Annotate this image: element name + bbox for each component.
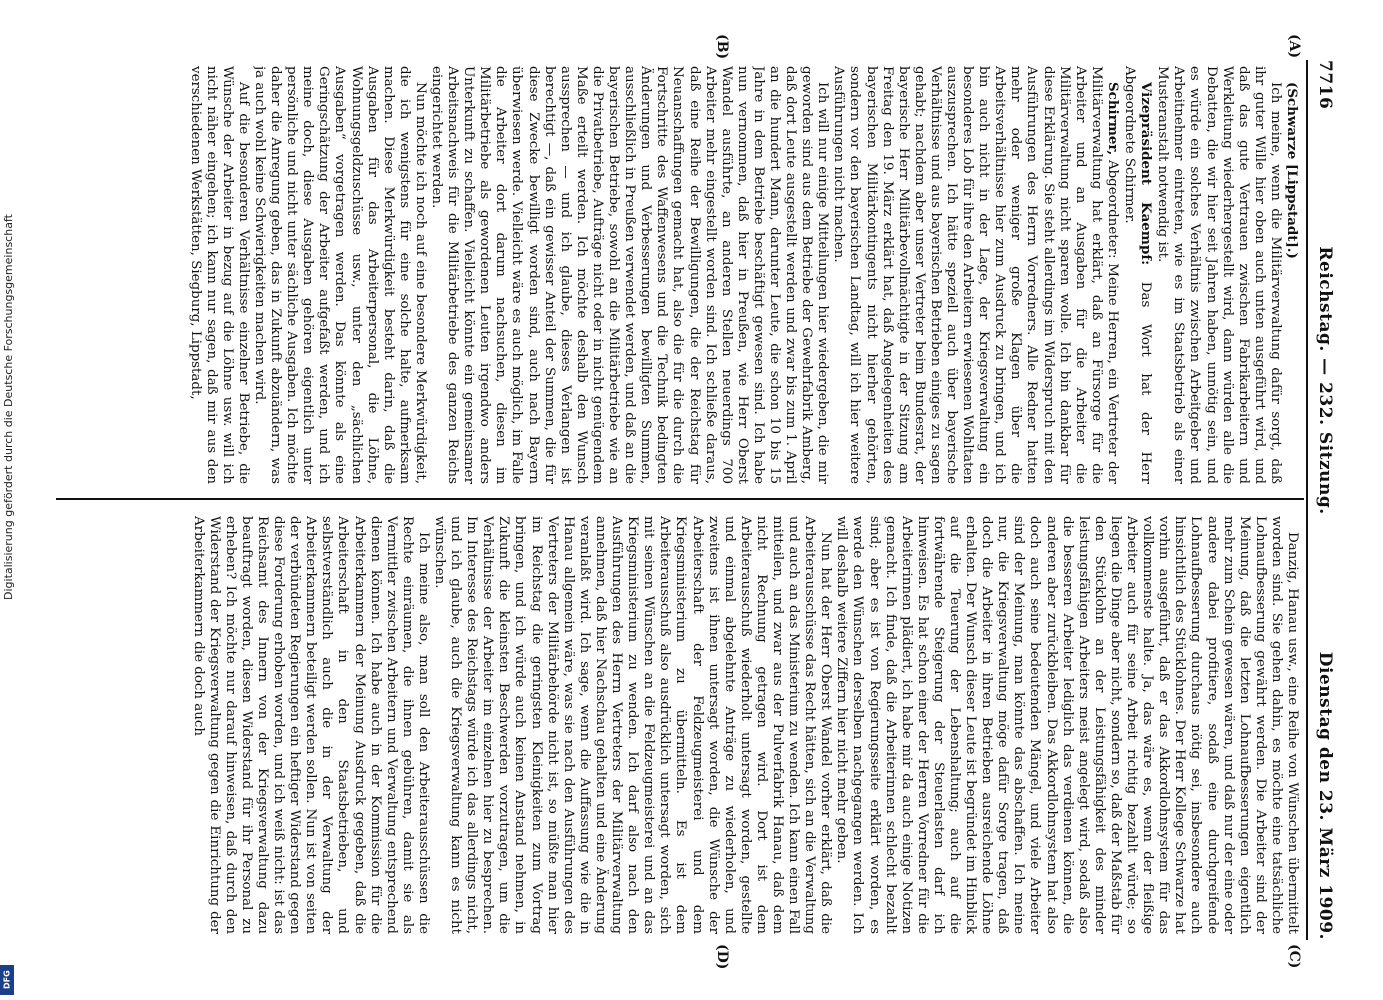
margin-mark-a: (A) bbox=[1286, 34, 1302, 59]
paragraph bbox=[187, 66, 251, 484]
margin-mark-c: (C) bbox=[1286, 944, 1302, 969]
paragraph-text: Das Wort hat der Herr Abgeordnete Schirmer. bbox=[1122, 66, 1154, 484]
paragraph bbox=[428, 66, 830, 484]
paragraph-text: Ich meine, wenn die Militärverwaltung dafür sorgt, daß ihr guter Wille hier oben auch unten ausgeführt wird, und daß das gute Vertrauen zwischen Fabrikarbeitern und Werkleitung wiederhergestellt wird, dann würden alle die Debatten, die wir hier seit Jahren haben, unnötig sein, und es würde ein solches Verhältnis zwischen Arbeitgeber und Arbeitnehmer eintreten, wie es im Staatsbetrieb als einer Musteranstalt notwendig ist. bbox=[1155, 66, 1283, 484]
paragraph-text: Danzig, Hanau usw., eine Reihe von Wünschen übermittelt worden sind. Sie gehen dahin, es möchte eine tatsächliche Lohnaufbesserung gewährt werden. Die Arbeiter sind der Meinung, daß die letzten Lohnaufbesserungen eigentlich mehr zum Schein gewesen wären, und daß nur der eine oder andere dabei profitiere, sodaß eine durchgreifende Lohnaufbesserung durchaus nötig sei, insbesondere auch hinsichtlich des Stücklohnes. Der Herr Kollege Schwarze hat vorhin ausgeführt, daß er das Akkordlohnsystem für das vollkommenste halte. Ja, das wäre es, wenn der fleißige Arbeiter auch für seine Arbeit richtig bezahlt würde; so liegen die Dinge aber nicht, sondern so, daß der Maßstab für den Stücklohn an der Leistungsfähigkeit des minder leistungsfähigen Arbeiters meist angelegt wird, sodaß also die besseren Arbeiter lediglich das verdienen können, die anderen aber zurückbleiben. Das Akkordlohnsystem hat also doch auch seine bedeutenden Mängel, und viele Arbeiter sind der Meinung, man könnte das abschaffen. Ich meine nur, die Kriegsverwaltung möge dafür Sorge tragen, daß doch die Arbeiter in ihren Betrieben ausreichende Löhne erhalten. Der Wunsch dieser Leute ist begründet im Hinblick auf die Teuerung der Lebenshaltung; auch auf die fortwährende Steigerung der Steuerlasten darf ich hinweisen. Es hat schon einer der Herren Vorredner für die Arbeiterinnen plädiert, ich habe mir da auch einige Notizen gemacht. Ich finde, daß die Arbeiterinnen schlecht bezahlt sind; aber es ist von Regierungsseite erklärt worden, es werde den Wünschen derselben nachgegangen werden. Ich will deshalb weitere Ziffern hier nicht mehr geben. bbox=[834, 516, 1300, 934]
left-column bbox=[60, 66, 1300, 484]
paragraph bbox=[431, 516, 833, 934]
paragraph bbox=[830, 66, 1121, 484]
paragraph bbox=[833, 516, 1300, 934]
paragraph-text: Nun möchte ich noch auf eine besondere Merkwürdigkeit, die ich wenigstens für eine solche halte, aufmerksam machen. Diese Merkwürdigkeit besteht darin, daß die Ausgaben für das Arbeiterpersonal, die Löhne, Wohnungsgeldzuschüsse usw., unter den „sächlichen Ausgaben“ vorgetragen werden. Das könnte als eine Geringschätzung der Arbeiter aufgefaßt werden, und ich meine doch, diese Ausgaben gehören eigentlich unter persönliche und nicht unter sächliche Ausgaben. Ich möchte daher die Anregung geben, das in Zukunft abzuändern, was ja auch wohl keine Schwierigkeiten machen wird. bbox=[252, 66, 428, 484]
paragraph-text: Auf die besonderen Verhältnisse einzelner Betriebe, die Wünsche der Arbeiter in bezug auf die Löhne usw. will ich nicht näher eingehen; ich kann nur sagen, daß mir aus den verschiedenen Werkstätten, Siegburg, Lippstadt, bbox=[187, 66, 251, 484]
speaker-name: Schirmer, bbox=[1104, 82, 1121, 156]
paragraph-text: Nun hat der Herr Oberst Wandel vorher erklärt, daß die Arbeiterausschüsse das Recht hätten, sich an die Verwaltung und auch an das Ministerium zu wenden. Ich kann einen Fall mitteilen, und zwar aus der Pulverfabrik Hanau, daß dem nicht Rechnung getragen wird. Dort ist dem Arbeiterausschuß wiederholt untersagt worden, gestellte und einmal abgelehnte Anträge zu wiederholen, und zweitens ist ihnen untersagt worden, die Wünsche der Arbeiterschaft der Feldzeugmeisterei und dem Kriegsministerium zu übermitteln. Es ist dem Arbeiterausschuß also ausdrücklich untersagt worden, sich mit seinen Wünschen an die Feldzeugmeisterei und an das Kriegsministerium zu wenden. Ich darf also nach den Ausführungen des Herrn Vertreters der Militärverwaltung annehmen, daß hier Nachschau gehalten und eine Änderung veranlaßt wird. Ich sage, wenn die Auffassung wie die in Hanau allgemein wäre, was sie nach den Ausführungen des Vertreters der Militärbehörde nicht ist, so müßte man hier im Reichstag die geringsten Kleinigkeiten zum Vortrag bringen, und ich würde auch keinen Anstand nehmen, in Zukunft die kleinsten Beschwerden vorzutragen, um die Verhältnisse der Arbeiter im einzelnen hier zu besprechen. Im Interesse des Reichstags würde ich das allerdings nicht, und ich glaube, auch die Kriegsverwaltung kann es nicht wünschen. bbox=[432, 516, 834, 934]
paragraph bbox=[251, 66, 428, 484]
paragraph bbox=[1154, 66, 1283, 484]
paragraph bbox=[1121, 66, 1154, 484]
page-header bbox=[1310, 60, 1340, 940]
paragraph bbox=[1283, 66, 1300, 484]
paragraph-text: Ich will nur einige Mitteilungen hier wiedergeben, die mir geworden sind aus dem Betriebe der Gewehrfabrik Amberg, daß dort Leute ausgestellt werden und zwar bis zum 1. April an die hundert Mann, darunter Leute, die schon 10 bis 15 Jahre in dem Betriebe beschäftigt gewesen sind. Ich habe nun vernommen, daß hier in Preußen, wie Herr Oberst Wandel ausführte, an anderen Stellen neuerdings 700 Arbeiter mehr eingestellt worden sind. Ich schließe daraus, daß eine Reihe der Bewilligungen, die der Reichstag für Neuanschaffungen gemacht hat, also die für die durch die Fortschritte des Waffenwesens und die Technik bedingten Änderungen und Verbesserungen bewilligten Summen, ausschließlich in Preußen verwendet werden, und daß an die bayerischen Betriebe, sowohl an die Militärbetriebe wie an die Privatbetriebe, Aufträge nicht oder in nicht genügendem Maße erteilt werden. Ich möchte deshalb den Wunsch aussprechen — und ich glaube, dieses Verlangen ist berechtigt —, daß ein gewisser Anteil der Summen, die für diese Zwecke bewilligt worden sind, auch nach Bayern überwiesen werde. Vielleicht wäre es auch möglich, im Falle die Arbeiter dort darum nachsuchen, diesen im Militärbetriebe als gewordenen Leuten irgendwo anders Unterkunft zu schaffen. Vielleicht könnte ein gemeinsamer Arbeitsnachweis für die Militärbetriebe des ganzen Reichs eingerichtet werden. bbox=[429, 66, 831, 484]
dfg-logo: DFG bbox=[0, 965, 14, 995]
header-date: Dienstag den 23. März 1909. bbox=[1315, 651, 1335, 940]
paragraph bbox=[190, 516, 431, 934]
page-number: 7716 bbox=[1315, 60, 1335, 110]
speaker-name: Vizepräsident Kaempf: bbox=[1138, 82, 1155, 266]
paragraph-text: Abgeordneter: Meine Herren, ein Vertreter der Militärverwaltung hat erklärt, daß an Fürsorge für die Arbeiter und an Ausgaben für die Arbeiter die Militärverwaltung nicht sparen wolle. Ich bin dankbar für diese Erklärung. Sie steht allerdings im Widerspruch mit den Ausführungen des Herrn Vorredners. Alle Redner hatten mehr oder weniger große Klagen über die Arbeitsverhältnisse hier zum Ausdruck zu bringen, und ich bin auch nicht in der Lage, der Kriegsverwaltung ein besonderes Lob für ihre den Arbeitern erwiesenen Wohltaten auszusprechen. Ich hätte speziell auch über bayerische Verhältnisse und aus bayerischen Betrieben einiges zu sagen gehabt; nachdem aber unser Vertreter beim Bundesrat, der bayerische Herr Militärbevollmächtigte in der Sitzung am Freitag den 19. März erklärt hat, daß Angelegenheiten des bayerischen Militärkontingents nicht hierher gehörten, sondern vor den bayerischen Landtag, will ich hier weitere Ausführungen nicht machen. bbox=[831, 66, 1120, 484]
header-title: Reichstag. — 232. Sitzung. bbox=[1315, 246, 1335, 515]
speaker-name: (Schwarze [Lippstadt].) bbox=[1284, 82, 1300, 259]
column-divider bbox=[56, 498, 1304, 500]
margin-mark-d: (D) bbox=[714, 944, 730, 970]
right-column bbox=[60, 516, 1300, 934]
margin-mark-b: (B) bbox=[714, 34, 730, 60]
header-rule bbox=[1306, 60, 1308, 940]
paragraph-text: Ich meine also, man soll den Arbeiterausschüssen die Rechte einräumen, die ihnen gebühren, damit sie als Vermittler zwischen Arbeitern und Verwaltung entsprechend dienen können. Ich habe auch in der Kommission für die Arbeiterkammern der Meinung Ausdruck gegeben, daß die Arbeiterschaft in den Staatsbetrieben, und selbstverständlich auch die in der Verwaltung der Arbeiterkammern beteiligt werden sollen. Nun ist von seiten der verbündeten Regierungen ein heftiger Widerstand gegen diese Forderung erhoben worden, und ich weiß nicht: ist das Reichsamt des Innern von der Kriegsverwaltung dazu beauftragt worden, diesen Widerstand für ihr Personal zu erheben? Ich möchte nur darauf hinweisen, daß durch den Widerstand der Kriegsverwaltung gegen die Einrichtung der Arbeiterkammern die doch auch bbox=[190, 516, 431, 934]
digitization-credit: Digitalisierung gefördert durch die Deutsche Forschungsgemeinschaft bbox=[2, 214, 15, 600]
document-page bbox=[50, 34, 1340, 970]
